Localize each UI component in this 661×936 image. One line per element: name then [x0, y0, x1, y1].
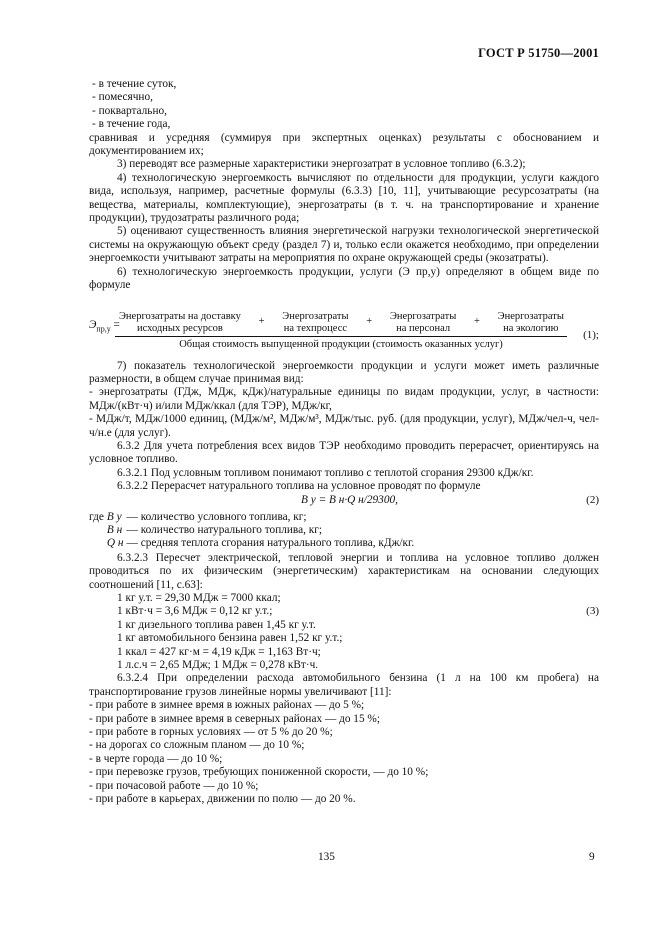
numerator-term-personnel — [390, 311, 456, 335]
term-line: исходных ресурсов — [136, 322, 223, 334]
numerator-term-process — [282, 311, 348, 335]
plus-sign: + — [473, 315, 480, 327]
legend-lead — [89, 537, 107, 550]
term-line: на экологию — [503, 322, 559, 334]
legend-symbol: Q н — [106, 537, 124, 550]
legend-desc: количество натурального топлива, кг; — [140, 523, 323, 536]
formula-3-number: (3) — [586, 605, 599, 618]
formula-1-symbol: Э — [89, 318, 97, 331]
formula-1-numerator — [119, 311, 564, 335]
list-item: - при работе в зимнее время в северных районах — до 15 %; — [89, 712, 380, 725]
formula-1-lhs — [89, 319, 120, 336]
legend-symbol: B у — [106, 510, 122, 523]
list-item: - на дорогах со сложным планом — до 10 %; — [89, 739, 305, 752]
paragraph-compare: сравнивая и усредняя (суммируя при экспертных оценках) результаты с обоснованием и документированием их; — [89, 131, 599, 158]
formula-2 — [89, 494, 599, 510]
equivalence-line: 1 кг у.т. = 29,30 МДж = 7000 ккал; — [117, 592, 281, 604]
list-item: - при работе в карьерах, движении по полю — до 20 %. — [89, 793, 356, 806]
equivalence-line: 1 ккал = 427 кг·м = 4,19 кДж = 1,163 Вт·ч; — [117, 645, 321, 658]
section-6-3-2-1: 6.3.2.1 Под условным топливом понимают топливо с теплотой сгорания 29300 кДж/кг. — [117, 466, 534, 479]
equivalence-line: 1 л.с.ч = 2,65 МДж; 1 МДж = 0,278 кВт·ч. — [117, 659, 319, 672]
legend-dash: — — [126, 537, 138, 550]
formula-2-expression: B у = B н·Q н/29300, — [301, 493, 398, 506]
formula-1-denominator: Общая стоимость выпущенной продукции (стоимость оказанных услуг) — [179, 338, 503, 350]
equivalence-line: 1 кВт·ч = 3,6 МДж = 0,12 кг у.т.; — [117, 605, 273, 618]
legend-dash: — — [126, 523, 138, 536]
formula-1-equals: = — [113, 318, 120, 331]
paragraph-item-7b: - МДж/т, МДж/1000 единиц, (МДж/м², МДж/м³, МДж/тыс. руб. (для продукции, услуг), МДж/чел-ч, чел-ч/н.е (для услуг). — [89, 413, 599, 439]
symbol-legend — [89, 511, 417, 551]
paragraph-item-6: 6) технологическую энергоемкость продукции, услуги (Э пр,у) определяют в общем виде по формуле — [89, 265, 599, 292]
equivalence-line-with-number — [89, 605, 599, 618]
fraction-bar — [115, 336, 567, 337]
section-6-3-2-4: 6.3.2.4 При определении расхода автомобильного бензина (1 л на 100 км пробега) на транспортирование грузов линейные нормы увеличивают [11]: — [89, 672, 599, 698]
plus-sign: + — [258, 315, 265, 327]
formula-1-number: (1); — [583, 328, 599, 341]
legend-lead — [89, 524, 107, 537]
section-6-3-2-3: 6.3.2.3 Пересчет электрической, тепловой энергии и топлива на условное топливо должен проводиться по их физическим (энергетическим) характеристикам на основании следующих соотношений [11, с.63]: — [89, 551, 599, 591]
list-item: - в течение суток, — [92, 78, 177, 90]
numerator-term-ecology — [498, 311, 564, 335]
list-item: - при перевозке грузов, требующих пониженной скорости, — до 10 %; — [89, 766, 429, 779]
formula-1 — [89, 311, 599, 351]
plus-sign: + — [366, 315, 373, 327]
term-line: на персонал — [396, 322, 451, 334]
legend-desc: количество условного топлива, кг; — [140, 510, 307, 523]
paragraph-item-3: 3) переводят все размерные характеристики энергозатрат в условное топливо (6.3.2); — [117, 158, 526, 171]
numerator-term-delivery — [119, 311, 241, 335]
paragraph-item-7a: - энергозатраты (ГДж, МДж, кДж)/натуральные единицы по видам продукции, услуг, в частности: МДж/(кВт·ч) и/или МДж/ккал (для ТЭР), МДж/кг, — [89, 386, 599, 412]
legend-lead: где — [89, 510, 104, 523]
legend-symbol: B н — [106, 523, 123, 536]
equivalence-line: 1 кг дизельного топлива равен 1,45 кг у.т. — [117, 618, 316, 631]
sheet-number: 9 — [589, 851, 595, 863]
paragraph-item-5: 5) оценивают существенность влияния энергетической нагрузки технологической энергетической системы на окружающую объект среду (раздел 7) и, только если окажется необходимо, при определении энергоемкости учитывают затраты на мероприятия по охране окружающей среды (экозатраты). — [89, 225, 599, 265]
list-item: - при работе в зимнее время в южных районах — до 5 %; — [89, 699, 365, 712]
term-line: Энергозатраты — [389, 310, 457, 322]
term-line: на техпроцесс — [283, 322, 348, 334]
legend-desc: средняя теплота сгорания натурального топлива, кДж/кг. — [140, 537, 415, 550]
equivalence-line: 1 кг автомобильного бензина равен 1,52 кг у.т.; — [117, 632, 343, 645]
list-item: - помесячно, — [92, 91, 153, 104]
paragraph-item-7: 7) показатель технологической энергоемкости продукции и услуги может иметь различные размерности, в общем случае принимая вид: — [89, 359, 599, 385]
paragraph-item-4: 4) технологическую энергоемкость вычисляют по отдельности для продукции, услуги каждого вида, используя, например, расчетные формулы (6.3.3) [10, 11], учитывающие ресурсозатраты (на вещества, материалы, комплектующие), энергозатраты (в т. ч. на транспортирование и хранение продукции), трудозатраты различного рода; — [89, 171, 599, 225]
list-item: - поквартально, — [92, 104, 167, 117]
legend-dash: — — [126, 510, 138, 523]
legend-row — [89, 511, 417, 524]
list-item: - при почасовой работе — до 10 %; — [89, 779, 259, 792]
term-line: Энергозатраты на доставку — [119, 310, 241, 322]
legend-row — [89, 524, 417, 537]
term-line: Энергозатраты — [282, 310, 349, 322]
list-item: - при работе в горных условиях — от 5 % до 20 %; — [89, 726, 333, 739]
formula-1-subscript: пр,у — [96, 323, 111, 333]
list-item: - в течение года, — [92, 118, 171, 131]
legend-row — [89, 537, 417, 550]
page-content — [89, 78, 599, 806]
standard-header: ГОСТ Р 51750—2001 — [478, 46, 599, 60]
formula-2-number: (2) — [586, 493, 599, 506]
section-6-3-2-2: 6.3.2.2 Перерасчет натурального топлива на условное проводят по формуле — [117, 480, 481, 493]
section-6-3-2: 6.3.2 Для учета потребления всех видов ТЭР необходимо проводить перерасчет, ориентируясь на условное топливо. — [89, 439, 599, 466]
page-number: 135 — [318, 851, 335, 863]
term-line: Энергозатраты — [497, 310, 564, 322]
list-item: - в черте города — до 10 %; — [89, 752, 223, 765]
